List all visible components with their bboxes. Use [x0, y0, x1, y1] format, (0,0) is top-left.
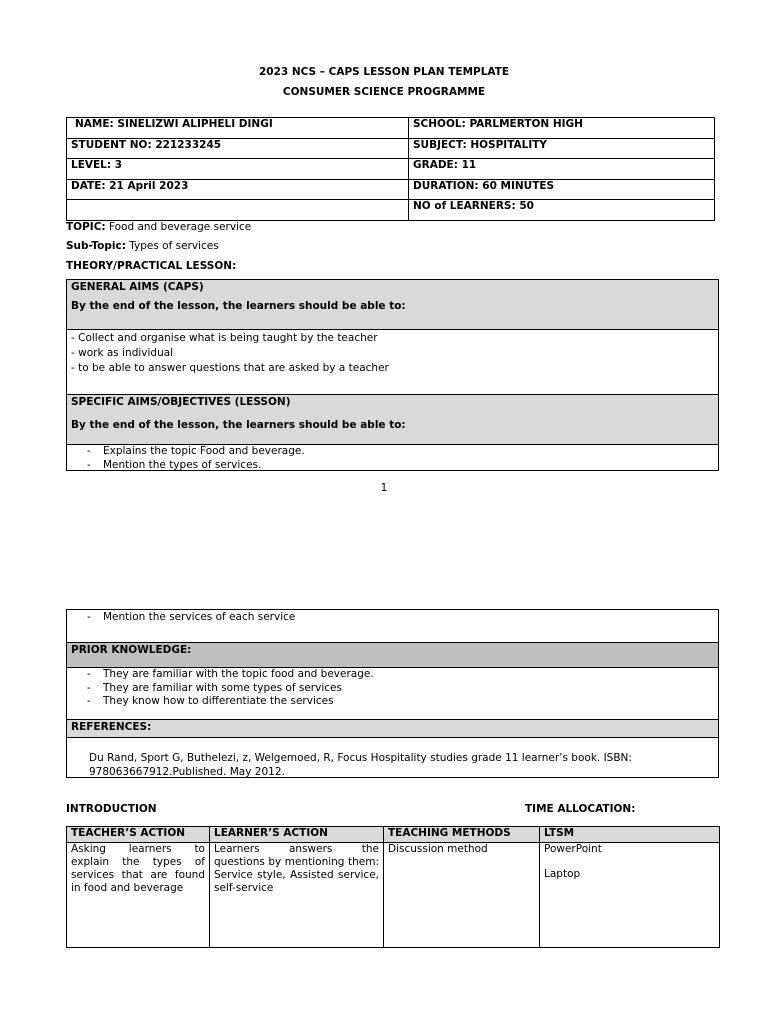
teaching-methods-cell: Discussion method	[384, 843, 540, 948]
grade-cell: GRADE: 11	[409, 159, 715, 180]
empty-cell	[67, 200, 409, 221]
specific-aim-item: - Explains the topic Food and beverage.	[67, 445, 305, 459]
prior-knowledge-item: - They are familiar with the topic food and beverage.	[67, 668, 374, 682]
column-header: TEACHER’S ACTION	[67, 827, 210, 843]
duration-cell: DURATION: 60 MINUTES	[409, 180, 715, 200]
general-aim-item: - work as individual	[71, 347, 174, 359]
page-number: 1	[380, 482, 388, 494]
subtopic-label: Sub-Topic:	[66, 240, 126, 252]
school-cell: SCHOOL: PARLMERTON HIGH	[409, 118, 715, 139]
column-header: TEACHING METHODS	[384, 827, 540, 843]
learners-cell: NO of LEARNERS: 50	[409, 200, 715, 221]
topic-line	[66, 221, 251, 233]
prior-knowledge-item: - They are familiar with some types of services	[67, 682, 374, 696]
level-cell: LEVEL: 3	[67, 159, 409, 180]
column-header: LEARNER’S ACTION	[210, 827, 384, 843]
prior-knowledge-item: - They know how to differentiate the services	[67, 695, 374, 709]
topic-value: Food and beverage service	[105, 221, 252, 233]
general-aims-body	[66, 329, 719, 395]
references-heading: REFERENCES:	[71, 721, 152, 733]
specific-aim-item: - Mention the services of each service	[67, 611, 295, 625]
specific-aims-continued	[66, 609, 719, 643]
introduction-table	[66, 826, 720, 948]
general-aims-header	[66, 279, 719, 330]
specific-aims-intro: By the end of the lesson, the learners should be able to:	[71, 419, 406, 431]
column-header: LTSM	[540, 827, 720, 843]
subtopic-value: Types of services	[125, 240, 219, 252]
specific-aims-body	[66, 444, 719, 471]
reference-line: Du Rand, Sport G, Buthelezi, z, Welgemoed, R, Focus Hospitality studies grade 11 learner’s book. ISBN:	[89, 752, 632, 764]
prior-knowledge-heading: PRIOR KNOWLEDGE:	[71, 644, 192, 656]
document-subtitle: CONSUMER SCIENCE PROGRAMME	[282, 86, 486, 98]
lesson-type: THEORY/PRACTICAL LESSON:	[66, 260, 237, 272]
prior-knowledge-body	[66, 667, 719, 720]
ltsm-item: Laptop	[544, 868, 581, 880]
references-header	[66, 719, 719, 738]
specific-aim-item: - Mention the types of services.	[67, 459, 305, 473]
time-allocation-label: TIME ALLOCATION:	[525, 803, 636, 815]
specific-aims-header	[66, 394, 719, 445]
learner-action-cell: Learners answers the questions by mentioning them: Service style, Assisted service, self-service	[210, 843, 384, 948]
subject-cell: SUBJECT: HOSPITALITY	[409, 139, 715, 159]
general-aims-intro: By the end of the lesson, the learners should be able to:	[71, 300, 406, 312]
references-body	[66, 737, 719, 778]
introduction-heading: INTRODUCTION	[66, 803, 157, 815]
student-no-cell: STUDENT NO: 221233245	[67, 139, 409, 159]
general-aims-heading: GENERAL AIMS (CAPS)	[71, 281, 204, 293]
name-cell: NAME: SINELIZWI ALIPHELI DINGI	[67, 118, 409, 139]
general-aim-item: - Collect and organise what is being taught by the teacher	[71, 332, 378, 344]
prior-knowledge-header	[66, 642, 719, 668]
topic-label: TOPIC:	[66, 221, 106, 233]
document-title: 2023 NCS – CAPS LESSON PLAN TEMPLATE	[258, 66, 510, 78]
subtopic-line	[66, 240, 219, 252]
general-aim-item: - to be able to answer questions that are asked by a teacher	[71, 362, 389, 374]
specific-aims-heading: SPECIFIC AIMS/OBJECTIVES (LESSON)	[71, 396, 291, 408]
ltsm-item: PowerPoint	[544, 843, 602, 855]
ltsm-cell	[540, 843, 720, 948]
date-cell: DATE: 21 April 2023	[67, 180, 409, 200]
teacher-action-cell: Asking learners to explain the types of services that are found in food and beverage	[67, 843, 210, 948]
reference-line: 978063667912.Published. May 2012.	[89, 766, 285, 778]
student-info-table	[66, 117, 715, 221]
